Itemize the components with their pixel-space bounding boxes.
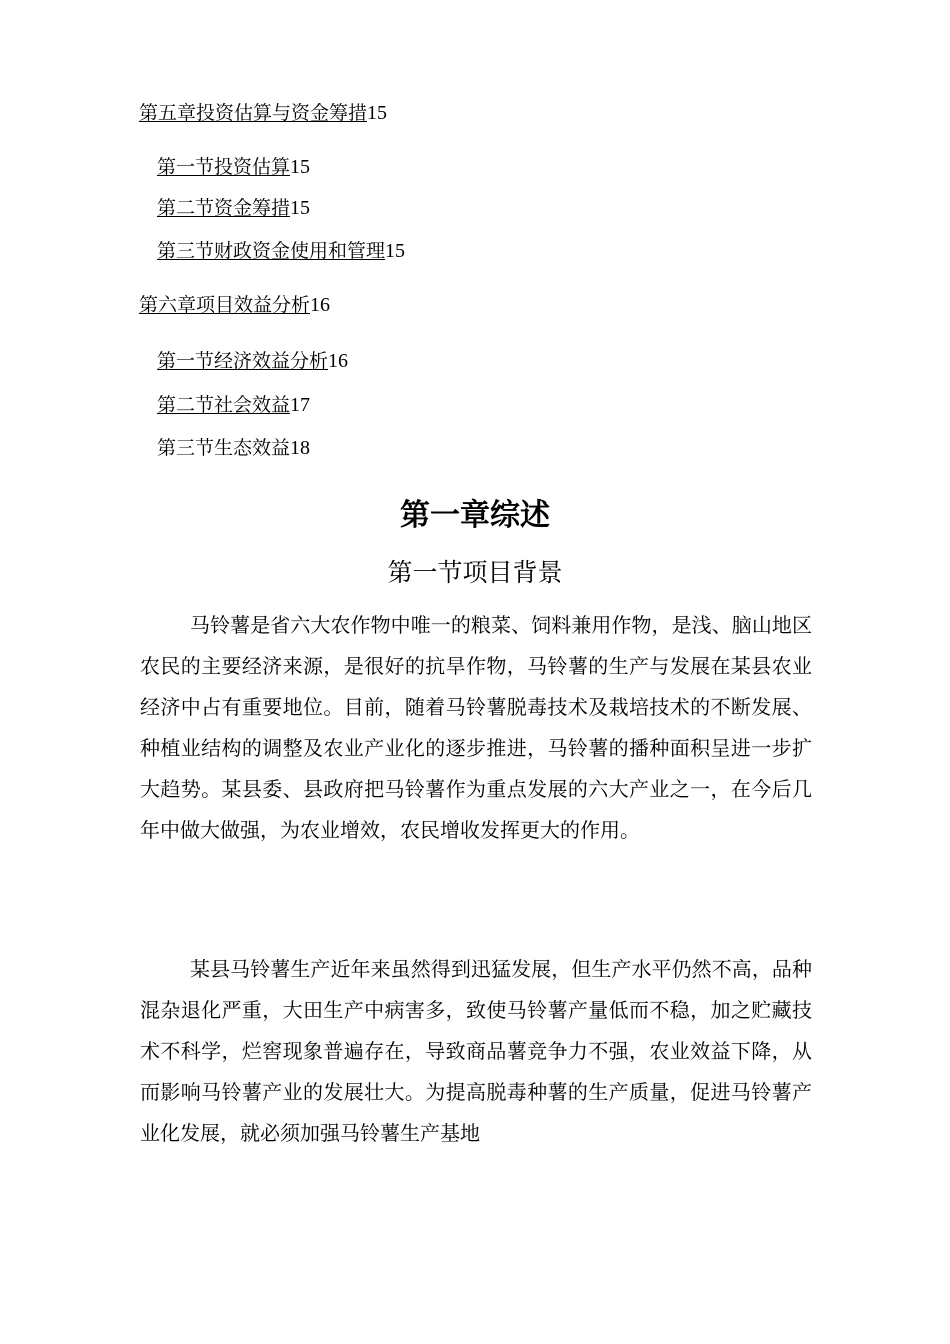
- toc-chapter-6-title[interactable]: 第六章项目效益分析: [139, 294, 311, 316]
- section-heading: 第一节项目背景: [387, 558, 563, 587]
- toc-section-5-3[interactable]: [157, 239, 405, 263]
- toc-section-6-2[interactable]: [157, 393, 310, 417]
- toc-section-5-3-page: 15: [385, 240, 406, 262]
- toc-section-5-1-title[interactable]: 第一节投资估算: [157, 156, 291, 178]
- body-paragraph-1: 马铃薯是省六大农作物中唯一的粮菜、饲料兼用作物，是浅、脑山地区农民的主要经济来源，是很好的抗旱作物，马铃薯的生产与发展在某县农业经济中占有重要地位。目前，随着马铃薯脱毒技术及栽培技术的不断发展、种植业结构的调整及农业产业化的逐步推进，马铃薯的播种面积呈进一步扩大趋势。某县委、县政府把马铃薯作为重点发展的六大产业之一，在今后几年中做大做强，为农业增效，农民增收发挥更大的作用。: [140, 613, 812, 842]
- toc-section-5-2[interactable]: [157, 196, 310, 220]
- toc-section-5-2-title[interactable]: 第二节资金筹措: [157, 197, 291, 219]
- toc-section-5-3-title[interactable]: 第三节财政资金使用和管理: [157, 240, 386, 262]
- chapter-heading: 第一章综述: [400, 498, 550, 533]
- toc-section-5-1[interactable]: [157, 155, 310, 179]
- toc-section-6-2-page: 17: [290, 394, 311, 416]
- toc-section-5-2-page: 15: [290, 197, 311, 219]
- toc-section-6-3-page: 18: [290, 437, 311, 459]
- toc-section-6-2-title[interactable]: 第二节社会效益: [157, 394, 291, 416]
- toc-chapter-6[interactable]: [139, 293, 330, 317]
- toc-section-6-3: [157, 436, 310, 460]
- toc-chapter-5-page: 15: [367, 102, 388, 124]
- body-paragraph-2: 某县马铃薯生产近年来虽然得到迅猛发展，但生产水平仍然不高，品种混杂退化严重，大田生产中病害多，致使马铃薯产量低而不稳，加之贮藏技术不科学，烂窖现象普遍存在，导致商品薯竞争力不强，农业效益下降，从而影响马铃薯产业的发展壮大。为提高脱毒种薯的生产质量，促进马铃薯产业化发展，就必须加强马铃薯生产基地: [140, 957, 812, 1145]
- toc-section-6-1[interactable]: [157, 349, 348, 373]
- toc-section-6-1-title[interactable]: 第一节经济效益分析: [157, 350, 329, 372]
- toc-chapter-5[interactable]: [139, 101, 387, 125]
- toc-section-6-1-page: 16: [328, 350, 349, 372]
- toc-section-6-3-title: 第三节生态效益: [157, 437, 291, 459]
- toc-chapter-5-title[interactable]: 第五章投资估算与资金筹措: [139, 102, 368, 124]
- toc-section-5-1-page: 15: [290, 156, 311, 178]
- toc-chapter-6-page: 16: [310, 294, 331, 316]
